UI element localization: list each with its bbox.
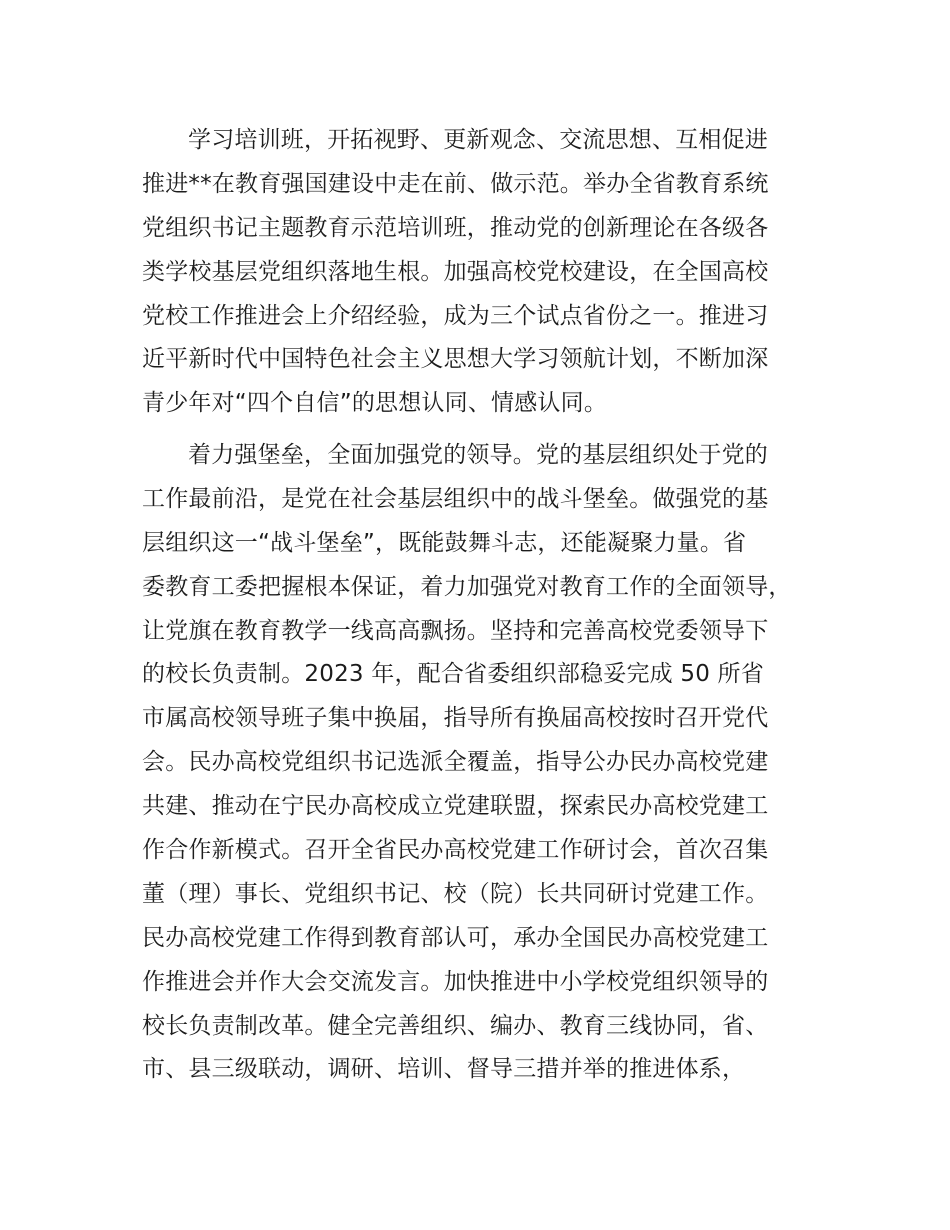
text-line: 层组织这一“战斗堡垒”，既能鼓舞斗志，还能凝聚力量。省 [142,529,747,556]
text-line: 的校长负责制。2023 年，配合省委组织部稳妥完成 50 所省 [142,661,764,688]
text-line: 青少年对“四个自信”的思想认同、情感认同。 [142,390,608,417]
text-line: 着力强堡垒，全面加强党的领导。党的基层组织处于党的 [188,442,768,468]
text-line: 推进**在教育强国建设中走在前、做示范。举办全省教育系统 [142,170,769,197]
paragraph-2 [142,434,842,1092]
text-line: 作合作新模式。召开全省民办高校党建工作研讨会，首次召集 [142,837,769,864]
text-line: 近平新时代中国特色社会主义思想大学习领航计划，不断加深 [142,346,769,373]
paragraph-1 [142,119,842,426]
text-line: 市属高校领导班子集中换届，指导所有换届高校按时召开党代 [142,705,769,732]
text-line: 工作最前沿，是党在社会基层组织中的战斗堡垒。做强党的基 [142,485,769,512]
text-line: 学习培训班，开拓视野、更新观念、交流思想、互相促进 [188,127,768,153]
text-line: 共建、推动在宁民办高校成立党建联盟，探索民办高校党建工 [142,793,769,820]
text-line: 校长负责制改革。健全完善组织、编办、教育三线协同，省、 [142,1012,769,1039]
text-line: 作推进会并作大会交流发言。加快推进中小学校党组织领导的 [142,968,769,995]
text-line: 民办高校党建工作得到教育部认可，承办全国民办高校党建工 [142,924,769,951]
text-line: 党组织书记主题教育示范培训班，推动党的创新理论在各级各 [142,214,769,241]
text-line: 类学校基层党组织落地生根。加强高校党校建设，在全国高校 [142,258,769,285]
text-line: 党校工作推进会上介绍经验，成为三个试点省份之一。推进习 [142,302,769,329]
text-line: 让党旗在教育教学一线高高飘扬。坚持和完善高校党委领导下 [142,617,769,644]
text-line: 董（理）事长、党组织书记、校（院）长共同研讨党建工作。 [142,880,769,907]
text-line: 委教育工委把握根本保证，着力加强党对教育工作的全面领导， [142,573,792,600]
text-line: 会。民办高校党组织书记选派全覆盖，指导公办民办高校党建 [142,749,769,776]
text-line: 市、县三级联动，调研、培训、督导三措并举的推进体系， [142,1056,746,1083]
